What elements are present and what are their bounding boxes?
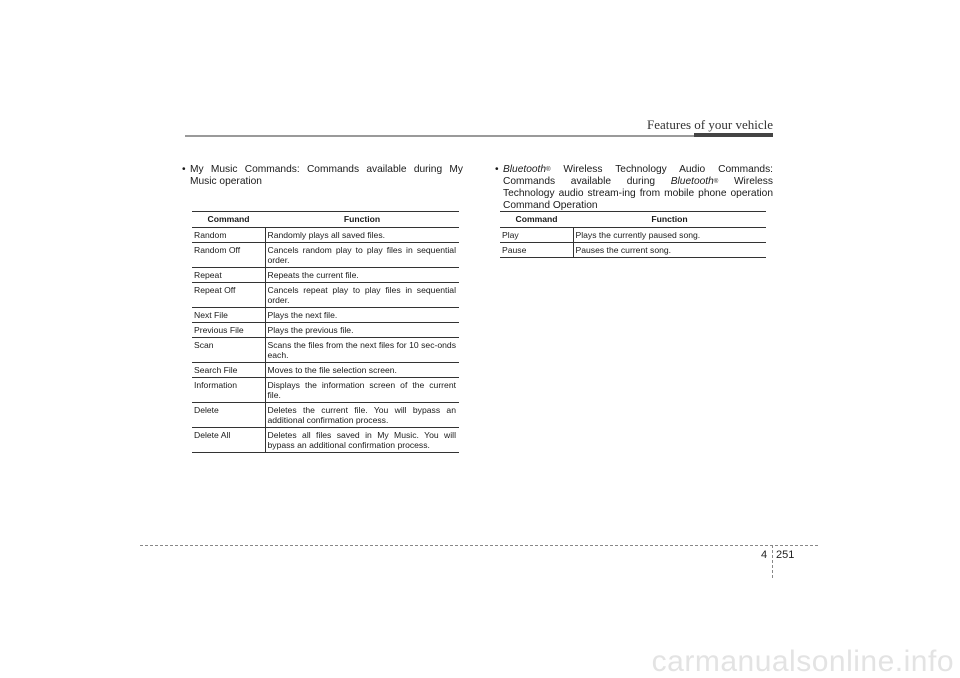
header-rule-accent: [694, 133, 773, 137]
footer-divider: [772, 545, 773, 578]
bluetooth-brand: Bluetooth: [503, 164, 547, 175]
table-row: [192, 268, 459, 283]
function-cell: Plays the previous file.: [265, 323, 459, 338]
command-cell: Random Off: [192, 243, 265, 268]
command-cell: Scan: [192, 338, 265, 363]
table-header-row: [500, 212, 766, 228]
command-cell: Repeat: [192, 268, 265, 283]
watermark: carmanualsonline.info: [651, 645, 954, 678]
table-row: [192, 338, 459, 363]
command-cell: Information: [192, 378, 265, 403]
my-music-intro-text: My Music Commands: Commands available during My Music operation: [190, 164, 463, 187]
table-row: [192, 428, 459, 453]
bullet-icon: •: [495, 164, 499, 175]
bluetooth-intro-text-1: Wireless Technology Audio Commands: Commands available during: [503, 164, 773, 187]
function-cell: Deletes the current file. You will bypass an additional confirmation process.: [265, 403, 459, 428]
function-cell: Moves to the file selection screen.: [265, 363, 459, 378]
function-cell: Cancels repeat play to play files in sequential order.: [265, 283, 459, 308]
table-row: [500, 228, 766, 243]
command-cell: Delete All: [192, 428, 265, 453]
command-cell: Search File: [192, 363, 265, 378]
function-cell: Pauses the current song.: [573, 243, 766, 258]
command-cell: Previous File: [192, 323, 265, 338]
registered-mark: ®: [713, 179, 719, 185]
table-row: [192, 283, 459, 308]
table-row: [192, 378, 459, 403]
table-row: [192, 228, 459, 243]
table-row: [192, 243, 459, 268]
function-cell: Plays the next file.: [265, 308, 459, 323]
table-row: [500, 243, 766, 258]
table-row: [192, 403, 459, 428]
function-cell: Displays the information screen of the current file.: [265, 378, 459, 403]
section-title: Features of your vehicle: [647, 117, 773, 132]
registered-mark: ®: [546, 167, 551, 173]
function-cell: Randomly plays all saved files.: [265, 228, 459, 243]
command-cell: Random: [192, 228, 265, 243]
column-header-function: Function: [573, 212, 766, 228]
command-cell: Repeat Off: [192, 283, 265, 308]
bluetooth-intro: [495, 164, 773, 212]
function-cell: Cancels random play to play files in sequential order.: [265, 243, 459, 268]
column-header-command: Command: [500, 212, 573, 228]
my-music-intro: [182, 164, 463, 188]
function-cell: Deletes all files saved in My Music. You will bypass an additional confirmation process.: [265, 428, 459, 453]
command-cell: Pause: [500, 243, 573, 258]
table-row: [192, 363, 459, 378]
command-cell: Delete: [192, 403, 265, 428]
table-row: [192, 323, 459, 338]
column-header-function: Function: [265, 212, 459, 228]
function-cell: Plays the currently paused song.: [573, 228, 766, 243]
chapter-number: 4: [761, 549, 768, 561]
column-header-command: Command: [192, 212, 265, 228]
function-cell: Repeats the current file.: [265, 268, 459, 283]
my-music-commands-table: [192, 211, 459, 453]
bluetooth-brand: Bluetooth: [670, 176, 714, 187]
command-cell: Play: [500, 228, 573, 243]
page-number: 251: [776, 549, 795, 561]
command-cell: Next File: [192, 308, 265, 323]
table-row: [192, 308, 459, 323]
bluetooth-commands-table: [500, 211, 766, 258]
footer-rule: [140, 545, 818, 546]
header-rule: [185, 135, 773, 137]
bullet-icon: •: [182, 164, 186, 175]
bluetooth-intro-text-2: Wireless Technology audio stream-ing from mobile phone operation Command Operation: [503, 176, 773, 211]
table-header-row: [192, 212, 459, 228]
function-cell: Scans the files from the next files for 10 sec-onds each.: [265, 338, 459, 363]
